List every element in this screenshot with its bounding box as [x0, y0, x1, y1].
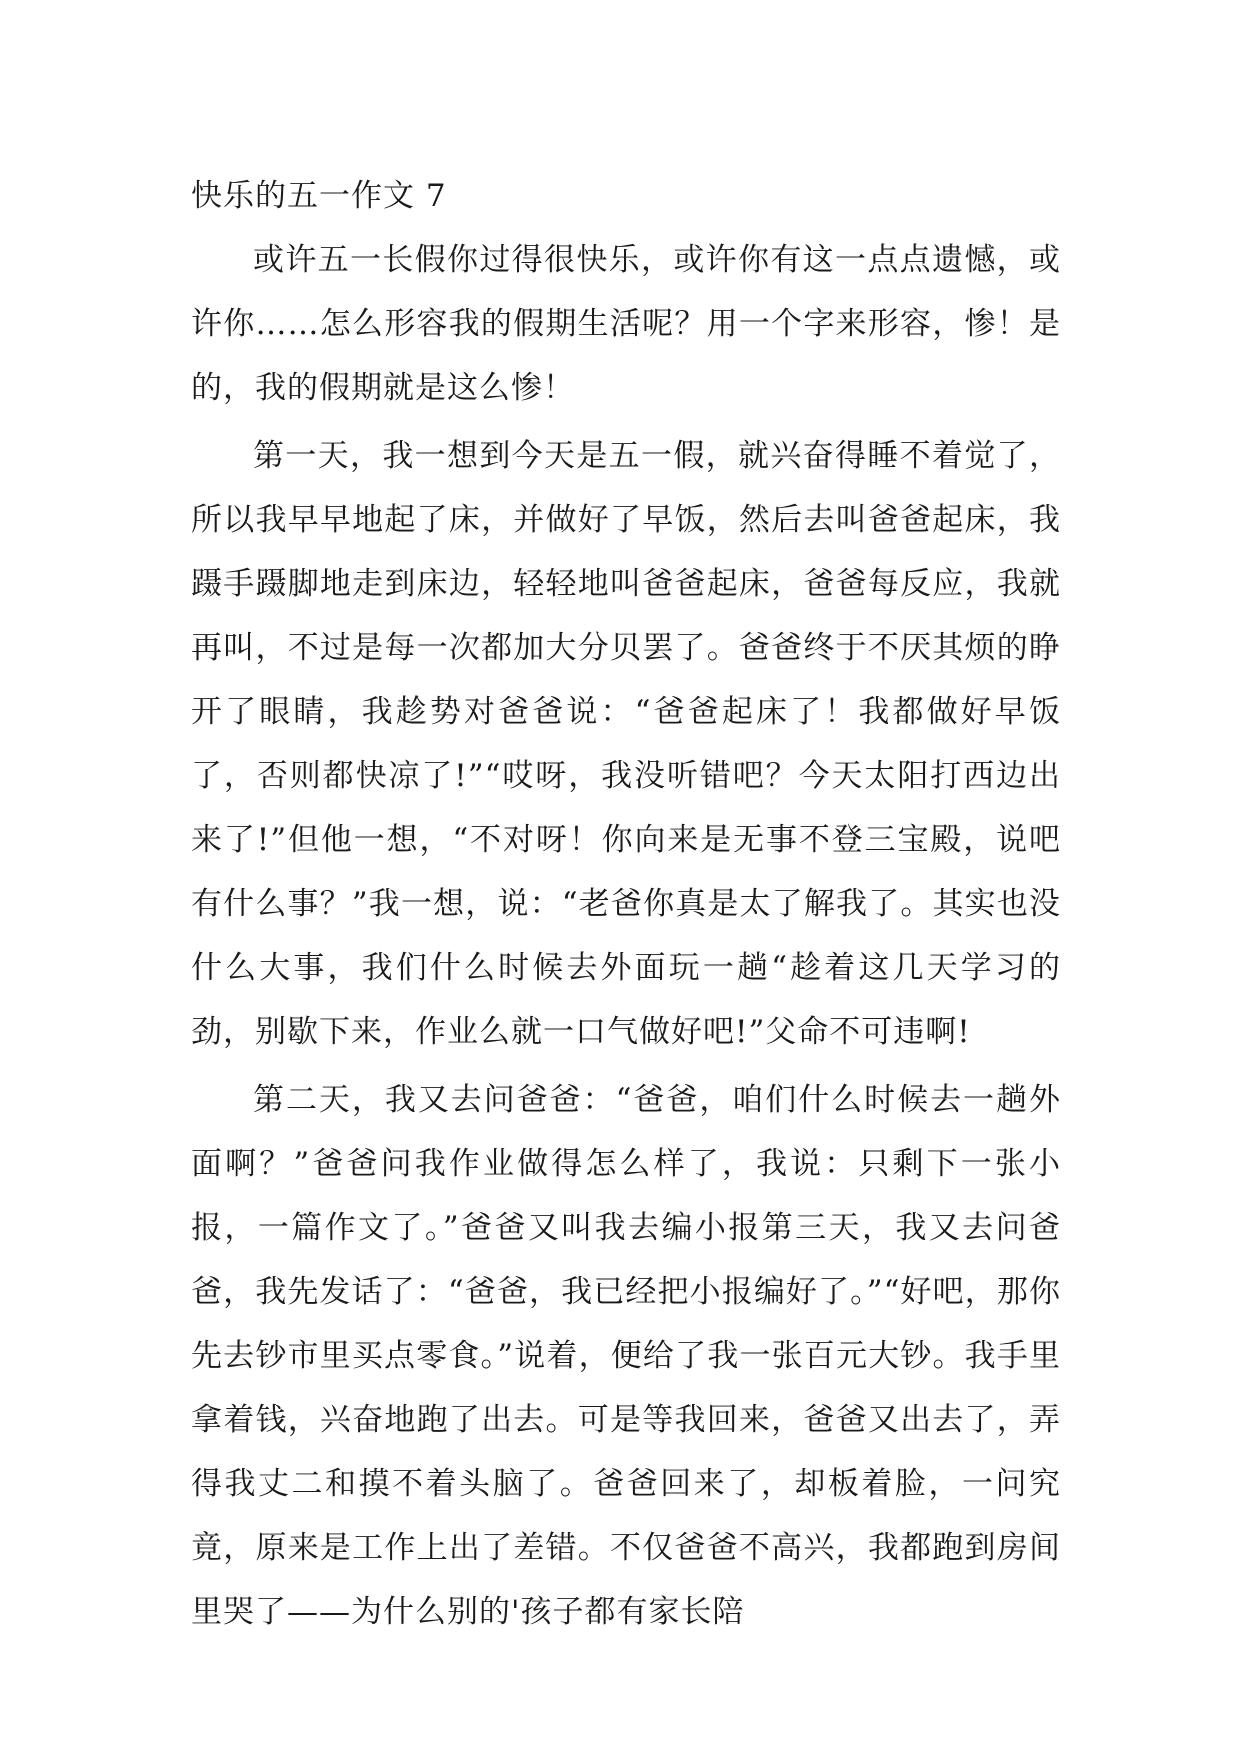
paragraph-2: 第一天，我一想到今天是五一假，就兴奋得睡不着觉了，所以我早早地起了床，并做好了早饭，然后去叫爸爸起床，我蹑手蹑脚地走到床边，轻轻地叫爸爸起床，爸爸每反应，我就再叫，不过是每一次都加大分贝罢了。爸爸终于不厌其烦的睁开了眼睛，我趁势对爸爸说：“爸爸起床了！我都做好早饭了，否则都快凉了!”“哎呀，我没听错吧？今天太阳打西边出来了!”但他一想，“不对呀！你向来是无事不登三宝殿，说吧有什么事？”我一想，说：“老爸你真是太了解我了。其实也没什么大事，我们什么时候去外面玩一趟“趁着这几天学习的劲，别歇下来，作业么就一口气做好吧!”父命不可违啊!	[191, 438, 1061, 1050]
paragraph-1: 或许五一长假你过得很快乐，或许你有这一点点遗憾，或许你……怎么形容我的假期生活呢？用一个字来形容，惨！是的，我的假期就是这么惨！	[191, 242, 1061, 406]
document-title: 快乐的五一作文 7	[191, 178, 447, 214]
paragraph-3: 第二天，我又去问爸爸：“爸爸，咱们什么时候去一趟外面啊？”爸爸问我作业做得怎么样了，我说：只剩下一张小报，一篇作文了。”爸爸又叫我去编小报第三天，我又去问爸爸，我先发话了：“爸爸，我已经把小报编好了。”“好吧，那你先去钞市里买点零食。”说着，便给了我一张百元大钞。我手里拿着钱，兴奋地跑了出去。可是等我回来，爸爸又出去了，弄得我丈二和摸不着头脑了。爸爸回来了，却板着脸，一问究竟，原来是工作上出了差错。不仅爸爸不高兴，我都跑到房间里哭了——为什么别的'孩子都有家长陪	[191, 1082, 1061, 1630]
document-body	[191, 164, 1061, 1644]
